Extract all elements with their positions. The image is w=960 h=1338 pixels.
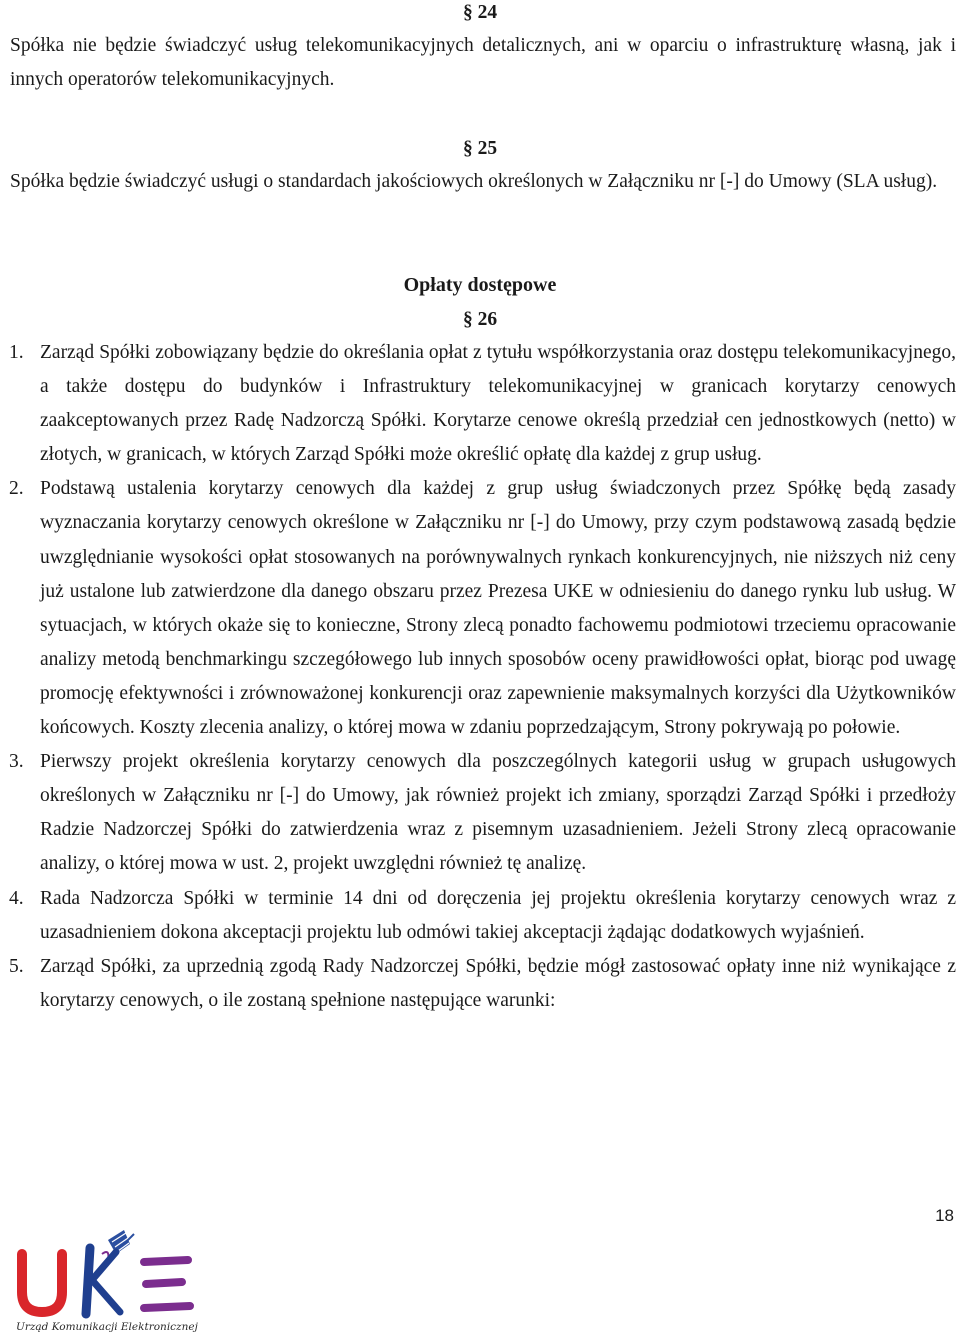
item-text: Zarząd Spółki zobowiązany będzie do określania opłat z tytułu współkorzystania oraz dostępu telekomunikacyjnego, a także dostępu do budynków i Infrastruktury telekomunikacyjnej w granicach korytarzy cenowych zaakceptowanych przez Radę Nadzorczą Spółki. Korytarze cenowe określą przedział cen jednostkowych (netto) w złotych, w granicach, w których Zarząd Spółki może określić opłatę dla każdej z grup usług. (40, 342, 956, 466)
logo-letter-k (86, 1248, 120, 1314)
item-text: Rada Nadzorcza Spółki w terminie 14 dni od doręczenia jej projektu określenia korytarzy cenowych wraz z uzasadnieniem dokona akceptacji projektu lub odmówi takiej akceptacji żądając dodatkowych wyjaśnień. (40, 887, 956, 943)
item-number: 5. (9, 955, 24, 977)
item-number: 3. (9, 751, 24, 773)
list-item (0, 336, 956, 472)
item-number: 4. (9, 887, 24, 909)
section-24-text: Spółka nie będzie świadczyć usług telekomunikacyjnych detalicznych, ani w oparciu o infrastrukturę własną, jak i innych operatorów telekomunikacyjnych. (10, 35, 956, 91)
list-item (0, 745, 956, 881)
item-number: 1. (9, 342, 24, 363)
section-25-heading: § 25 (462, 138, 498, 159)
item-text: Zarząd Spółki, za uprzednią zgodą Rady Nadzorczej Spółki, będzie mógł zastosować opłaty inne niż wynikające z korytarzy cenowych, o ile zostaną spełnione następujące warunki: (40, 955, 956, 1011)
item-text: Podstawą ustalenia korytarzy cenowych dla każdej z grup usług świadczonych przez Spółkę będą zasady wyznaczania korytarzy cenowych określone w Załączniku nr [-] do Umowy, przy czym podstawową zasadą będzie uwzględnianie wysokości opłat stosowanych na porównywalnych rynkach konkurencyjnych, nie niższych niż ceny już ustalone lub zatwierdzone dla danego obszaru przez Prezesa UKE w odniesieniu do danego rynku lub usług. W sytuacjach, w których okaże się to konieczne, Strony zlecą ponadto fachowemu podmiotowi trzeciemu opracowanie analizy metodą benchmarkingu szczegółowego lub innych sposobów oceny prawidłowości opłat, biorąc pod uwagę promocję efektywności i zrównoważonej konkurencji oraz zapewnienie maksymalnych korzyści dla Użytkowników końcowych. Koszty zlecenia analizy, o której mowa w zdaniu poprzedzającym, Strony pokrywają po połowie. (40, 478, 956, 739)
satellite-dish-icon (102, 1230, 134, 1260)
item-number: 2. (9, 478, 24, 500)
uke-logo (12, 1224, 198, 1336)
section-25-text: Spółka będzie świadczyć usługi o standardach jakościowych określonych w Załączniku nr [-] do Umowy (SLA usług). (10, 171, 938, 192)
logo-letter-e (144, 1260, 190, 1308)
list-item (0, 472, 956, 745)
chapter-title: Opłaty dostępowe (403, 274, 557, 296)
list-item (0, 882, 956, 950)
section-26-heading: § 26 (462, 309, 498, 330)
logo-caption: Urząd Komunikacji Elektronicznej (16, 1321, 198, 1333)
logo-letter-u (22, 1254, 62, 1312)
list-item (0, 950, 956, 1018)
section-24-heading: § 24 (462, 2, 498, 23)
page-number: 18 (935, 1206, 954, 1225)
section-26-list (0, 336, 956, 1018)
item-text: Pierwszy projekt określenia korytarzy cenowych dla poszczególnych kategorii usług w grupach usługowych określonych w Załączniku nr [-] do Umowy, jak również projekt ich zmiany, sporządzi Zarząd Spółki i przedłoży Radzie Nadzorczej Spółki do zatwierdzenia wraz z pisemnym uzasadnieniem. Jeżeli Strony zlecą opracowanie analizy, o której mowa w ust. 2, projekt uwzględni również tę analizę. (40, 751, 956, 875)
